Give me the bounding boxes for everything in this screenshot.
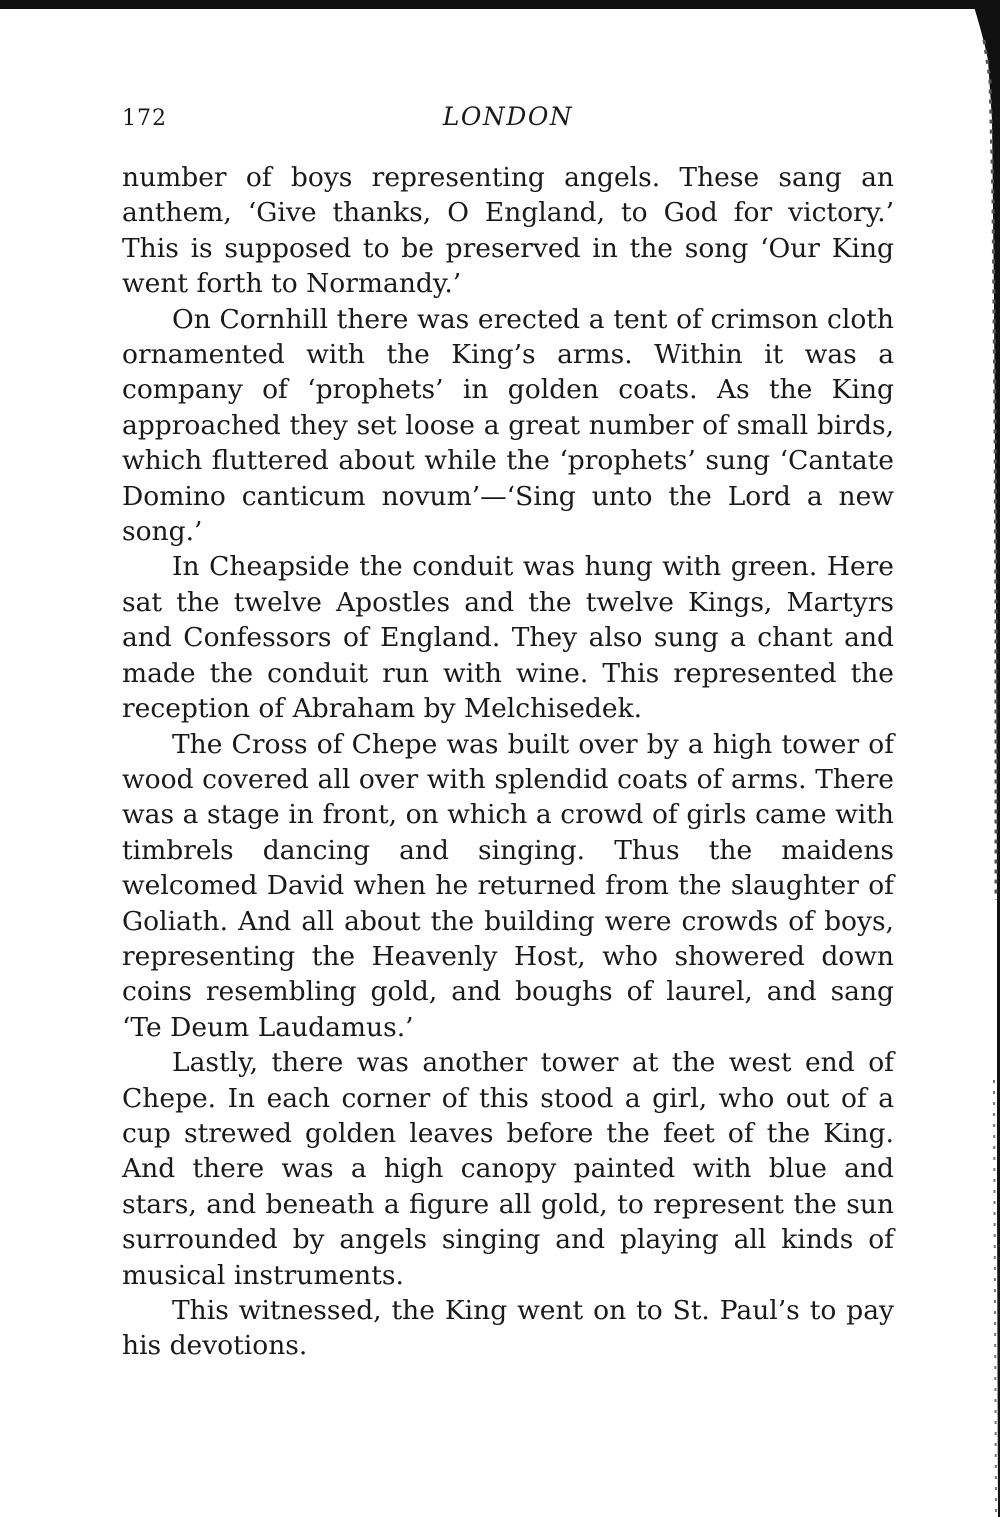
- scan-top-edge: [0, 0, 1000, 9]
- paragraph: In Cheapside the conduit was hung with green. Here sat the twelve Apostles and the twelve Kings, Martyrs and Confessors of England. They also sung a chant and made the conduit run with wine. This represented the reception of Abraham by Melchisedek.: [122, 551, 894, 725]
- paragraph: Lastly, there was another tower at the west end of Chepe. In each corner of this stood a girl, who out of a cup strewed golden leaves before the feet of the King. And there was a high canopy painted with blue and stars, and beneath a figure all gold, to represent the sun surrounded by angels singing and playing all kinds of musical instruments.: [122, 1047, 894, 1291]
- page-number: 172: [122, 106, 167, 131]
- body-text: [122, 160, 894, 1364]
- paragraph: The Cross of Chepe was built over by a high tower of wood covered all over with splendid coats of arms. There was a stage in front, on which a crowd of girls came with timbrels dancing and singing. Thus the maidens welcomed David when he returned from the slaughter of Goliath. And all about the building were crowds of boys, representing the Heavenly Host, who showered down coins resembling gold, and boughs of laurel, and sang ‘Te Deum Laudamus.’: [122, 728, 894, 1043]
- scan-right-edge: [970, 0, 1000, 1517]
- running-header: [122, 102, 894, 138]
- paragraph: number of boys representing angels. These sang an anthem, ‘Give thanks, O England, to God for victory.’ This is supposed to be preserved in the song ‘Our King went forth to Normandy.’: [122, 162, 894, 300]
- paragraph: On Cornhill there was erected a tent of crimson cloth ornamented with the King’s arms. Within it was a company of ‘prophets’ in golden coats. As the King approached they set loose a great number of small birds, which fluttered about while the ‘prophets’ sung ‘Cantate Domino canticum novum’—‘Sing unto the Lord a new song.’: [122, 303, 894, 548]
- paragraph: This witnessed, the King went on to St. Paul’s to pay his devotions.: [122, 1295, 894, 1362]
- running-title: LONDON: [442, 102, 574, 131]
